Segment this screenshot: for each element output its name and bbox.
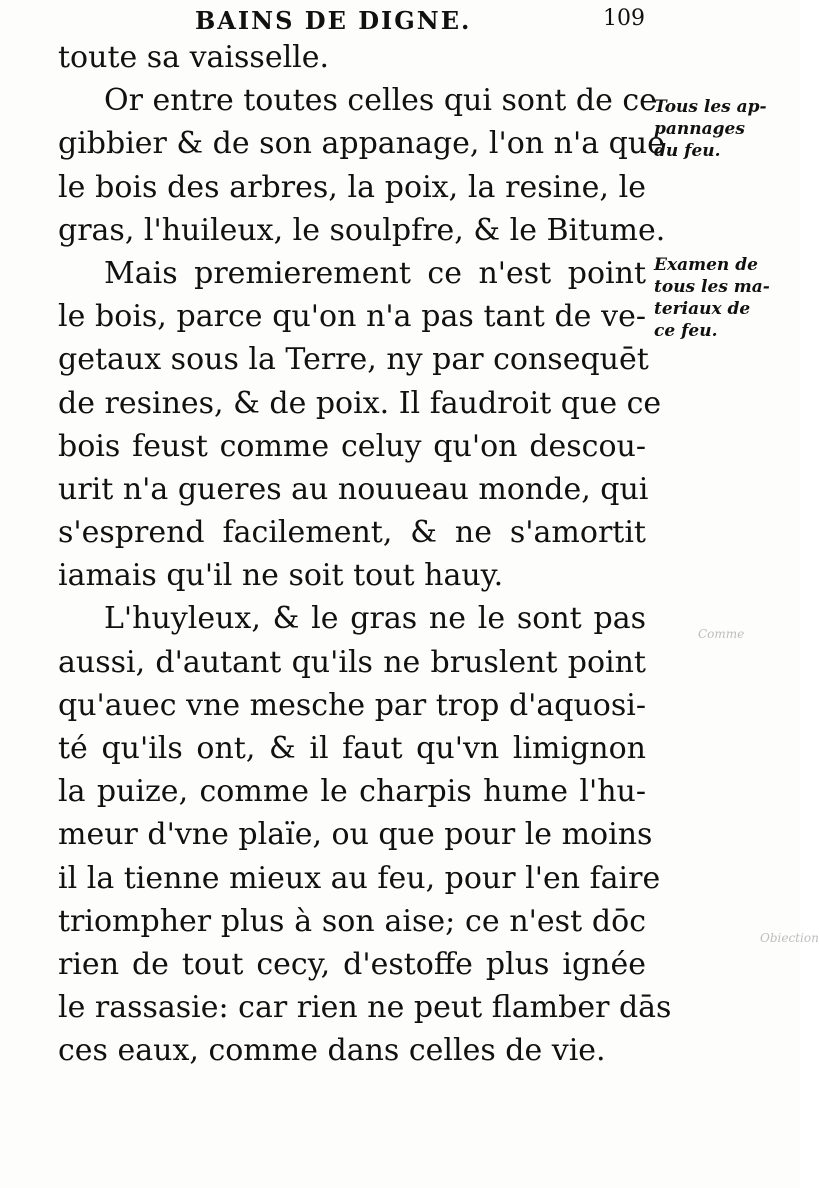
margin-note-appanages [654,96,774,162]
text-line: gibbier & de son appanage, l'on n'a que [58,126,665,162]
text-line: aussi, d'autant qu'ils ne bruslent point [58,644,646,680]
bleed-through-text: Obiection [760,931,819,945]
text-line: Mais premierement ce n'est point [104,255,646,291]
margin-note-line: Examen de [654,255,758,275]
text-line: le rassasie: car rien ne peut flamber dās [58,990,672,1026]
text-line: ces eaux, comme dans celles de vie. [58,1033,606,1069]
text-line: rien de tout cecy, d'estoffe plus ignée [58,946,646,982]
margin-note-line: ce feu. [654,321,718,341]
text-line: de resines, & de poix. Il faudroit que ce [58,385,662,421]
text-line: le bois des arbres, la poix, la resine, le [58,169,646,205]
text-line: triompher plus à son aise; ce n'est dōc [58,903,646,939]
page-header [0,4,800,38]
text-line: meur d'vne plaïe, ou que pour le moins [58,817,653,853]
text-line: qu'auec vne mesche par trop d'aquosi- [58,687,646,723]
margin-note-line: tous les ma- [654,277,770,297]
text-line: il la tienne mieux au feu, pour l'en faire [58,860,661,896]
running-head: BAINS DE DIGNE. [195,6,472,35]
text-line: té qu'ils ont, & il faut qu'vn limignon [58,731,646,766]
text-line: Or entre toutes celles qui sont de ce [104,83,657,119]
text-line: bois feust comme celuy qu'on descou- [58,428,646,464]
text-line: L'huyleux, & le gras ne le sont pas [104,601,646,637]
text-line: le bois, parce qu'on n'a pas tant de ve- [58,299,646,335]
margin-note-line: du feu. [654,141,721,161]
margin-note-examen [654,254,774,342]
bleed-through-text: Comme [698,627,745,641]
text-line: gras, l'huileux, le soulpfre, & le Bitume. [58,212,666,248]
text-line: toute sa vaisselle. [58,40,330,75]
text-line: urit n'a gueres au nouueau monde, qui [58,471,649,507]
margin-note-line: Tous les ap- [654,97,767,117]
text-line: iamais qu'il ne soit tout hauy. [58,558,504,594]
body-text [58,36,672,1073]
margin-note-line: teriaux de [654,299,751,319]
text-line: getaux sous la Terre, ny par consequēt [58,342,649,378]
text-line: la puize, comme le charpis hume l'hu- [58,774,646,810]
margin-note-line: pannages [654,119,745,139]
text-line: s'esprend facilement, & ne s'amortit [58,515,646,551]
page-number: 109 [603,6,645,31]
